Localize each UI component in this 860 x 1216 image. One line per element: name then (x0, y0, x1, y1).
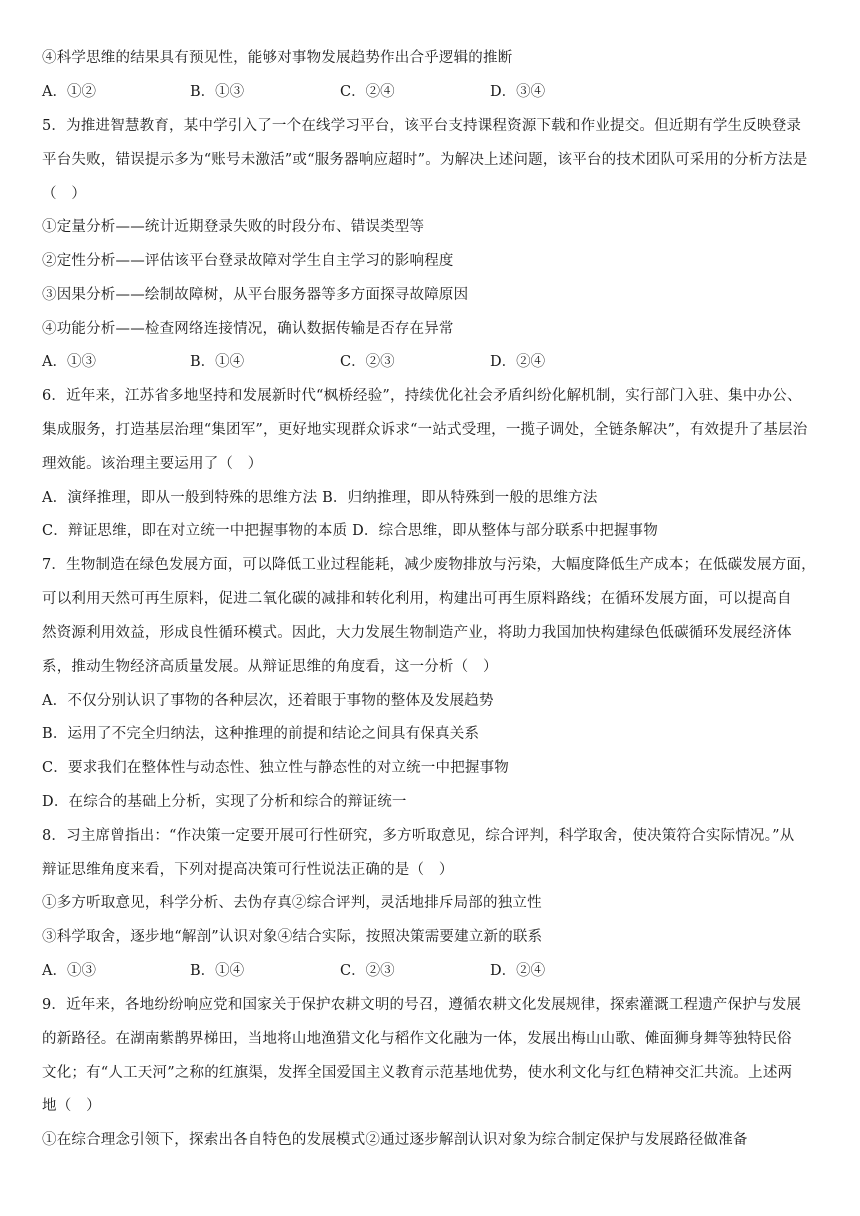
answer-options-q4 (42, 82, 842, 102)
option-b: B．①③ (190, 84, 245, 100)
question-7-text: 然资源利用效益，形成良性循环模式。因此，大力发展生物制造产业，将助力我国加快构建绿色低碳循环发展经济体 (42, 625, 792, 641)
options-ab: A．演绎推理，即从一般到特殊的思维方法 B．归纳推理，即从特殊到一般的思维方法 (42, 490, 598, 506)
statements-3-4: ③科学取舍，逐步地“解剖”认识对象④结合实际，按照决策需要建立新的联系 (42, 929, 543, 945)
option-c: C．②③ (340, 963, 395, 979)
question-6-text: 理效能。该治理主要运用了（ ） (42, 456, 263, 472)
statement-2: ②定性分析——评估该平台登录故障对学生自主学习的影响程度 (42, 253, 454, 269)
question-7-text: 7．生物制造在绿色发展方面，可以降低工业过程能耗，减少废物排放与污染，大幅度降低生产成本；在低碳发展方面， (42, 557, 816, 573)
option-d: D．③④ (490, 84, 546, 100)
question-7-text: 可以利用天然可再生原料，促进二氧化碳的减排和转化利用，构建出可再生原料路线；在循环发展方面，可以提高自 (42, 591, 792, 607)
statement-4: ④功能分析——检查网络连接情况，确认数据传输是否存在异常 (42, 321, 454, 337)
option-d: D．②④ (490, 963, 546, 979)
question-6-text: 6．近年来，江苏省多地坚持和发展新时代“枫桥经验”，持续优化社会矛盾纠纷化解机制，实行部门入驻、集中办公、 (42, 388, 802, 404)
option-c: C．②④ (340, 84, 395, 100)
option-a: A．①② (42, 84, 96, 100)
question-9-text: 9．近年来，各地纷纷响应党和国家关于保护农耕文明的号召，遵循农耕文化发展规律，探索灌溉工程遗产保护与发展 (42, 997, 802, 1013)
answer-options-q5 (42, 352, 842, 372)
question-5-blank: （ ） (42, 186, 87, 202)
question-5-text: 平台失败，错误提示多为“账号未激活”或“服务器响应超时”。为解决上述问题，该平台的技术团队可采用的分析方法是 (42, 152, 808, 168)
option-c: C．要求我们在整体性与动态性、独立性与静态性的对立统一中把握事物 (42, 760, 509, 776)
question-9-text: 的新路径。在湖南紫鹊界梯田，当地将山地渔猎文化与稻作文化融为一体，发展出梅山山歌、傩面狮身舞等独特民俗 (42, 1031, 792, 1047)
option-c: C．②③ (340, 354, 395, 370)
option-b: B．运用了不完全归纳法，这种推理的前提和结论之间具有保真关系 (42, 726, 480, 742)
option-a: A．①③ (42, 963, 96, 979)
options-cd: C．辩证思维，即在对立统一中把握事物的本质 D．综合思维，即从整体与部分联系中把握事物 (42, 523, 658, 539)
option-a: A．①③ (42, 354, 96, 370)
option-a: A．不仅分别认识了事物的各种层次，还着眼于事物的整体及发展趋势 (42, 693, 494, 709)
option-b: B．①④ (190, 963, 245, 979)
question-9-text: 地（ ） (42, 1098, 101, 1114)
question-7-text: 系，推动生物经济高质量发展。从辩证思维的角度看，这一分析（ ） (42, 659, 498, 675)
option-d: D．②④ (490, 354, 546, 370)
option-d: D．在综合的基础上分析，实现了分析和综合的辩证统一 (42, 794, 407, 810)
question-9-text: 文化；有“人工天河”之称的红旗渠，发挥全国爱国主义教育示范基地优势，使水利文化与红色精神交汇共流。上述两 (42, 1065, 793, 1081)
question-6-text: 集成服务，打造基层治理“集团军”，更好地实现群众诉求“一站式受理，一揽子调处，全链条解决”，有效提升了基层治 (42, 422, 808, 438)
question-8-text: 辩证思维角度来看，下列对提高决策可行性说法正确的是（ ） (42, 862, 454, 878)
statement-1: ①定量分析——统计近期登录失败的时段分布、错误类型等 (42, 219, 425, 235)
answer-options-q8 (42, 961, 842, 981)
statements-1-2: ①多方听取意见，科学分析、去伪存真②综合评判，灵活地排斥局部的独立性 (42, 895, 542, 911)
statement-4: ④科学思维的结果具有预见性，能够对事物发展趋势作出合乎逻辑的推断 (42, 50, 513, 66)
question-8-text: 8．习主席曾指出：“作决策一定要开展可行性研究，多方听取意见，综合评判，科学取舍，使决策符合实际情况。”从 (42, 828, 795, 844)
statements-1-2: ①在综合理念引领下，探索出各自特色的发展模式②通过逐步解剖认识对象为综合制定保护与发展路径做准备 (42, 1132, 748, 1148)
option-b: B．①④ (190, 354, 245, 370)
statement-3: ③因果分析——绘制故障树，从平台服务器等多方面探寻故障原因 (42, 287, 469, 303)
question-5-text: 5．为推进智慧教育，某中学引入了一个在线学习平台，该平台支持课程资源下载和作业提交。但近期有学生反映登录 (42, 118, 802, 134)
